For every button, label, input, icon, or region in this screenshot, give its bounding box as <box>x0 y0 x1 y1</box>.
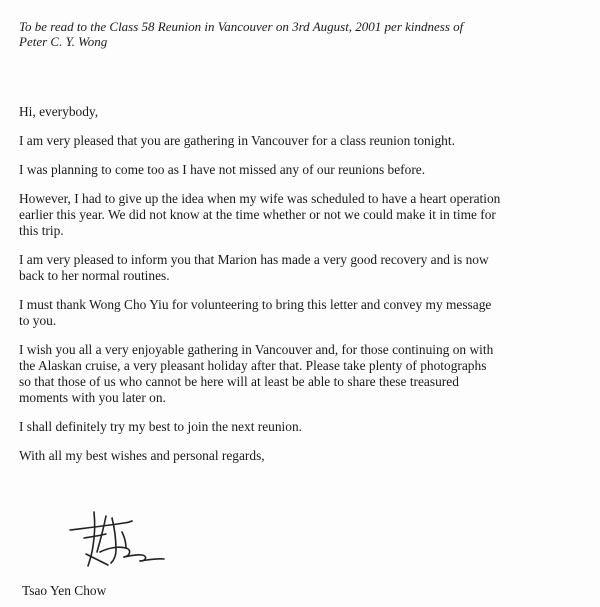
letter-body <box>19 104 587 477</box>
handwritten-signature <box>64 508 174 574</box>
paragraph-4 <box>19 252 587 284</box>
greeting: Hi, everybody, <box>19 104 99 119</box>
signer-name: Tsao Yen Chow <box>22 583 107 598</box>
paragraph-3 <box>19 191 587 239</box>
paragraph-6-line: I wish you all a very enjoyable gathering in Vancouver and, for those continuing on with <box>19 342 494 357</box>
heading-line-2: Peter C. Y. Wong <box>19 34 108 49</box>
paragraph-3-line: However, I had to give up the idea when my wife was scheduled to have a heart operation <box>19 191 501 206</box>
paragraph-6-line: so that those of us who cannot be here will at least be able to share these treasured <box>19 374 459 389</box>
paragraph-4-line: back to her normal routines. <box>19 268 170 283</box>
paragraph-5 <box>19 297 587 329</box>
paragraph-5-line: I must thank Wong Cho Yiu for volunteering to bring this letter and convey my message <box>19 297 492 312</box>
paragraph-2: I was planning to come too as I have not missed any of our reunions before. <box>19 162 426 177</box>
paragraph-7: I shall definitely try my best to join the next reunion. <box>19 419 303 434</box>
paragraph-3-line: this trip. <box>19 223 64 238</box>
paragraph-6-line: the Alaskan cruise, a very pleasant holiday after that. Please take plenty of photographs <box>19 358 487 373</box>
paragraph-6-line: moments with you later on. <box>19 390 166 405</box>
heading-line-1: To be read to the Class 58 Reunion in Vancouver on 3rd August, 2001 per kindness of <box>19 19 464 34</box>
letter-heading <box>19 19 589 49</box>
paragraph-6 <box>19 342 587 406</box>
closing-line: With all my best wishes and personal regards, <box>19 448 265 463</box>
paragraph-3-line: earlier this year. We did not know at the time whether or not we could make it in time for <box>19 207 496 222</box>
paragraph-1: I am very pleased that you are gathering in Vancouver for a class reunion tonight. <box>19 133 455 148</box>
paragraph-5-line: to you. <box>19 313 57 328</box>
paragraph-4-line: I am very pleased to inform you that Marion has made a very good recovery and is now <box>19 252 489 267</box>
